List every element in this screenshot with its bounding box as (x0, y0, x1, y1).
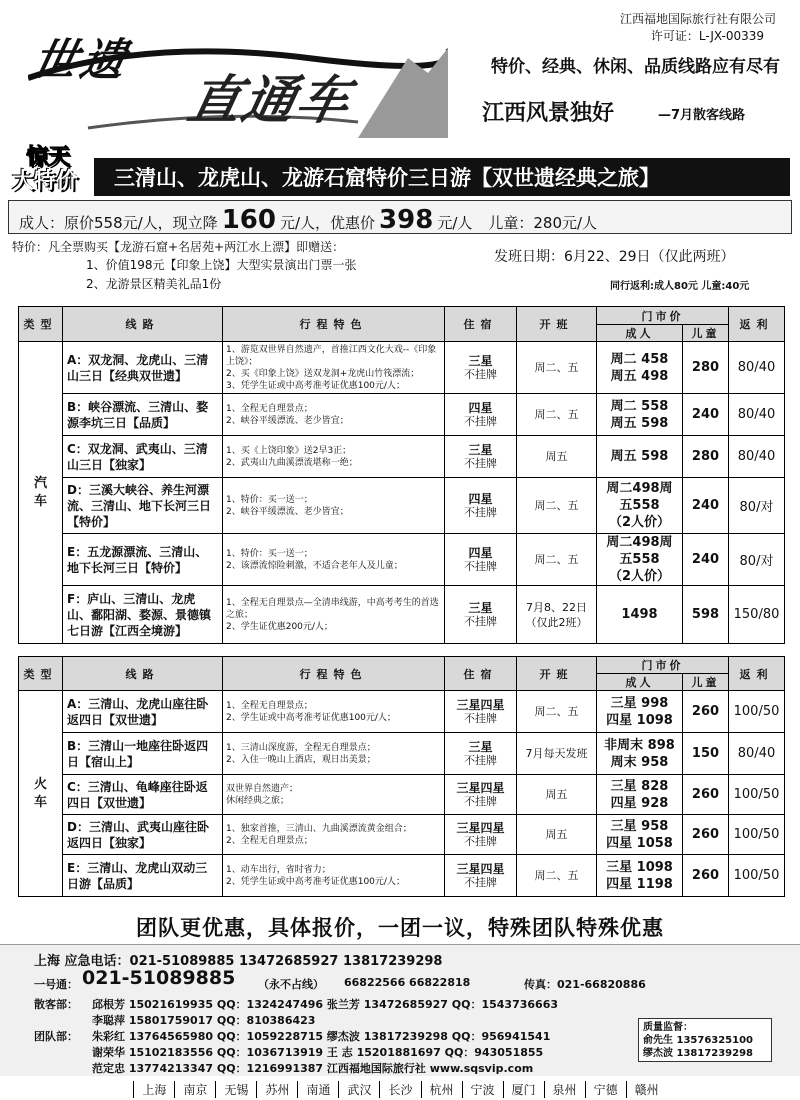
route-stay (445, 534, 517, 586)
stay-note: 不挂牌 (464, 711, 497, 725)
route-adult-price: 周二498周 五558 （2人价） (597, 478, 683, 534)
stay-star: 三星四星 (456, 780, 505, 795)
route-schedule: 周二、五 (517, 534, 597, 586)
route-name: E：三清山、龙虎山双动三日游【品质】 (63, 855, 223, 897)
discount-amount: 160 (221, 205, 276, 235)
promo-banner: 三清山、龙虎山、龙游石窟特价三日游【双世遗经典之旅】 (94, 158, 790, 196)
city-item: 宁波 (462, 1081, 503, 1098)
gift-title: 特价：凡全票购买【龙游石窟+名居苑+两江水上漂】即赠送： (12, 240, 345, 254)
route-stay (445, 394, 517, 436)
route-adult-price: 三星 1098 四星 1198 (597, 855, 683, 897)
stay-note: 不挂牌 (464, 505, 497, 519)
unit-label-2: 元/人 (437, 214, 473, 232)
stay-note: 不挂牌 (464, 559, 497, 573)
city-item: 苏州 (256, 1081, 297, 1098)
city-item: 南通 (297, 1081, 338, 1098)
route-stay (445, 436, 517, 478)
stay-note: 不挂牌 (464, 834, 497, 848)
col-route: 线路 (63, 657, 223, 691)
table-row (19, 478, 785, 534)
route-child-price: 598 (683, 586, 729, 644)
route-rebate: 100/50 (729, 815, 785, 855)
special-price-badge (6, 140, 106, 194)
qc-title: 质量监督： (643, 1022, 693, 1033)
city-item: 宁德 (585, 1081, 626, 1098)
route-rebate: 80/40 (729, 342, 785, 394)
route-schedule: 周二、五 (517, 394, 597, 436)
col-features: 行程特色 (223, 657, 445, 691)
col-gate-price: 门市价 (597, 657, 729, 674)
city-item: 厦门 (503, 1081, 544, 1098)
city-item: 南京 (174, 1081, 215, 1098)
route-name: C：双龙洞、武夷山、三清山三日【独家】 (63, 436, 223, 478)
july-routes-label: —7月散客线路 (658, 108, 746, 123)
route-features: 1、三清山深度游，全程无自理景点； 2、入住一晚山上酒店，观日出美景； (223, 733, 445, 775)
hotline-extra: 66822566 66822818 (344, 976, 471, 989)
scenery-headline: 江西风景独好 (482, 101, 615, 126)
hotline-note: （永不占线） (258, 978, 324, 991)
col-schedule: 开班 (517, 307, 597, 342)
route-child-price: 240 (683, 534, 729, 586)
table-row (19, 436, 785, 478)
gift-item-2: 2、龙游景区精美礼品1份 (86, 277, 222, 291)
unit-label-1: 元/人，优惠价 (279, 214, 376, 232)
group-dept-line3: 范定忠 13774213347 QQ：1216991387 江西福地国际旅行社 www.sqsvip.com (92, 1062, 534, 1075)
stay-star: 四星 (468, 545, 493, 560)
route-schedule: 周五 (517, 436, 597, 478)
route-features: 1、全程无自理景点； 2、峡谷平缓漂流、老少皆宜； (223, 394, 445, 436)
route-stay (445, 342, 517, 394)
route-child-price: 150 (683, 733, 729, 775)
train-routes-table (18, 656, 785, 897)
route-schedule: 周二、五 (517, 855, 597, 897)
adult-price-label: 成人：原价558元/人，现立降 (19, 214, 218, 232)
stay-note: 不挂牌 (464, 614, 497, 628)
table-row (19, 534, 785, 586)
route-child-price: 240 (683, 478, 729, 534)
stay-star: 三星四星 (456, 820, 505, 835)
stay-star: 三星四星 (456, 697, 505, 712)
route-schedule: 7月8、22日 （仅此2班） (517, 586, 597, 644)
city-item: 泉州 (544, 1081, 585, 1098)
route-rebate: 100/50 (729, 691, 785, 733)
bus-routes-table (18, 306, 785, 644)
trade-rebate-note: 同行返利:成人80元 儿童:40元 (610, 281, 750, 292)
route-features: 1、全程无自理景点—全清串线游，中高考考生的首选之旅； 2、学生证优惠200元/人； (223, 586, 445, 644)
route-stay (445, 733, 517, 775)
city-item: 上海 (133, 1081, 174, 1098)
route-features: 1、买《上饶印象》送2早3正； 2、武夷山九曲溪漂流堪称一绝； (223, 436, 445, 478)
col-child: 儿童 (683, 325, 729, 342)
col-stay: 住宿 (445, 657, 517, 691)
route-features: 1、独家首推，三清山、九曲溪漂流黄金组合； 2、全程无自理景点； (223, 815, 445, 855)
route-adult-price: 周二 558 周五 598 (597, 394, 683, 436)
city-item: 无锡 (215, 1081, 256, 1098)
col-adult: 成人 (597, 325, 683, 342)
route-name: E：五龙源漂流、三清山、地下长河三日【特价】 (63, 534, 223, 586)
table-row (19, 586, 785, 644)
stay-star: 三星 (468, 739, 493, 754)
stay-note: 不挂牌 (464, 753, 497, 767)
emergency-phones: 上海 应急电话：021-51089885 13472685927 13817239298 (34, 954, 443, 969)
route-adult-price: 1498 (597, 586, 683, 644)
col-route: 线路 (63, 307, 223, 342)
col-schedule: 开班 (517, 657, 597, 691)
individual-dept-label: 散客部： (34, 998, 78, 1011)
col-features: 行程特色 (223, 307, 445, 342)
departure-dates: 发班日期：6月22、29日（仅此两班） (494, 249, 735, 265)
route-schedule: 周二、五 (517, 691, 597, 733)
bottom-slogan: 团队更优惠，具体报价，一团一议，特殊团队特殊优惠 (136, 916, 664, 940)
transport-type: 火 车 (19, 691, 63, 897)
hotline-number: 021-51089885 (82, 967, 236, 989)
route-schedule: 周二、五 (517, 478, 597, 534)
route-features: 1、全程无自理景点； 2、学生证或中高考准考证优惠100元/人； (223, 691, 445, 733)
route-stay (445, 775, 517, 815)
stay-star: 三星 (468, 600, 493, 615)
route-name: D：三清山、武夷山座往卧返四日【独家】 (63, 815, 223, 855)
col-gate-price: 门市价 (597, 307, 729, 325)
stay-star: 三星 (468, 353, 493, 368)
route-rebate: 80/40 (729, 436, 785, 478)
badge-line2: 大特价 (12, 169, 79, 194)
route-schedule: 周二、五 (517, 342, 597, 394)
table-row (19, 691, 785, 733)
group-dept-line1: 朱彩红 13764565980 QQ：1059228715 缪杰波 13817239298 QQ：956941541 (92, 1030, 551, 1043)
route-stay (445, 478, 517, 534)
transport-type: 汽 车 (19, 342, 63, 644)
route-name: D：三溪大峡谷、养生河漂流、三清山、地下长河三日【特价】 (63, 478, 223, 534)
table-row (19, 815, 785, 855)
badge-line1: 惊天 (26, 145, 71, 170)
stay-note: 不挂牌 (464, 414, 497, 428)
route-child-price: 260 (683, 691, 729, 733)
route-schedule: 周五 (517, 815, 597, 855)
col-rebate: 返利 (729, 657, 785, 691)
route-name: B：峡谷漂流、三清山、婺源李坑三日【品质】 (63, 394, 223, 436)
route-child-price: 260 (683, 855, 729, 897)
route-schedule: 7月每天发班 (517, 733, 597, 775)
individual-dept-line2: 李聪萍 15801759017 QQ：810386423 (92, 1014, 316, 1027)
route-rebate: 80/40 (729, 733, 785, 775)
table-row (19, 394, 785, 436)
table-row (19, 733, 785, 775)
route-name: A：三清山、龙虎山座往卧返四日【双世遗】 (63, 691, 223, 733)
route-rebate: 80/对 (729, 478, 785, 534)
stay-star: 三星 (468, 442, 493, 457)
col-type: 类型 (19, 307, 63, 342)
route-features: 1、动车出行，省时省力； 2、凭学生证或中高考准考证优惠100元/人； (223, 855, 445, 897)
stay-note: 不挂牌 (464, 456, 497, 470)
route-features: 双世界自然遗产； 休闲经典之旅； (223, 775, 445, 815)
route-features: 1、特价：买一送一； 2、峡谷平缓漂流、老少皆宜； (223, 478, 445, 534)
col-type: 类型 (19, 657, 63, 691)
route-rebate: 80/对 (729, 534, 785, 586)
route-stay (445, 815, 517, 855)
table-row (19, 775, 785, 815)
offer-price: 398 (379, 205, 434, 235)
table-row (19, 855, 785, 897)
qc-line2: 缪杰波 13817239298 (643, 1048, 754, 1059)
route-adult-price: 周二498周 五558 （2人价） (597, 534, 683, 586)
route-child-price: 280 (683, 436, 729, 478)
individual-dept-line1: 邱根芳 15021619935 QQ：1324247496 张兰芳 13472685927 QQ：1543736663 (92, 998, 559, 1011)
route-adult-price: 周五 598 (597, 436, 683, 478)
quality-supervision-box (638, 1018, 772, 1062)
header-slogan: 特价、经典、休闲、品质线路应有尽有 (491, 57, 780, 77)
group-dept-line2: 谢荣华 15102183556 QQ：1036713919 王 志 15201881697 QQ：943051855 (92, 1046, 544, 1059)
route-rebate: 100/50 (729, 775, 785, 815)
route-rebate: 100/50 (729, 855, 785, 897)
fax-number: 传真：021-66820886 (524, 978, 646, 991)
city-item: 武汉 (338, 1081, 379, 1098)
logo-text-world-heritage: 世遗 (27, 35, 135, 86)
route-rebate: 150/80 (729, 586, 785, 644)
route-name: A：双龙洞、龙虎山、三清山三日【经典双世遗】 (63, 342, 223, 394)
route-features: 1、特价：买一送一； 2、该漂流惊险刺激，不适合老年人及儿童； (223, 534, 445, 586)
branch-cities (0, 1078, 800, 1100)
route-stay (445, 691, 517, 733)
table-row (19, 342, 785, 394)
stay-note: 不挂牌 (464, 794, 497, 808)
route-adult-price: 三星 998 四星 1098 (597, 691, 683, 733)
child-price: 儿童：280元/人 (488, 214, 598, 232)
route-stay (445, 855, 517, 897)
stay-star: 三星四星 (456, 861, 505, 876)
price-box (8, 200, 792, 234)
route-adult-price: 三星 958 四星 1058 (597, 815, 683, 855)
city-item: 杭州 (421, 1081, 462, 1098)
city-item: 赣州 (626, 1081, 667, 1098)
route-name: C：三清山、龟峰座往卧返四日【双世遗】 (63, 775, 223, 815)
stay-note: 不挂牌 (464, 875, 497, 889)
stay-star: 四星 (468, 491, 493, 506)
city-item: 长沙 (379, 1081, 420, 1098)
hotline-label: 一号通： (34, 978, 78, 991)
logo-text-direct-bus: 直通车 (182, 71, 358, 131)
route-adult-price: 周二 458 周五 498 (597, 342, 683, 394)
group-dept-label: 团队部： (34, 1030, 78, 1043)
stay-note: 不挂牌 (464, 367, 497, 381)
col-adult: 成人 (597, 674, 683, 691)
route-stay (445, 586, 517, 644)
gift-item-1: 1、价值198元【印象上饶】大型实景演出门票一张 (86, 258, 357, 272)
route-schedule: 周五 (517, 775, 597, 815)
col-rebate: 返利 (729, 307, 785, 342)
route-features: 1、游览双世界自然遗产，首推江西文化大戏--《印象上饶》； 2、买《印象上饶》送双龙洞+龙虎山竹筏漂流； 3、凭学生证或中高考准考证优惠100元/人； (223, 342, 445, 394)
company-name: 江西福地国际旅行社有限公司 (619, 12, 776, 26)
route-name: F：庐山、三清山、龙虎山、鄱阳湖、婺源、景德镇七日游【江西全境游】 (63, 586, 223, 644)
col-stay: 住宿 (445, 307, 517, 342)
route-child-price: 280 (683, 342, 729, 394)
stay-star: 四星 (468, 400, 493, 415)
route-child-price: 260 (683, 775, 729, 815)
qc-line1: 俞先生 13576325100 (643, 1035, 754, 1046)
license-number: 许可证：L-JX-00339 (650, 29, 764, 43)
route-child-price: 240 (683, 394, 729, 436)
col-child: 儿童 (683, 674, 729, 691)
route-rebate: 80/40 (729, 394, 785, 436)
route-adult-price: 三星 828 四星 928 (597, 775, 683, 815)
route-child-price: 260 (683, 815, 729, 855)
route-adult-price: 非周末 898 周末 958 (597, 733, 683, 775)
route-name: B：三清山一地座往卧返四日【宿山上】 (63, 733, 223, 775)
